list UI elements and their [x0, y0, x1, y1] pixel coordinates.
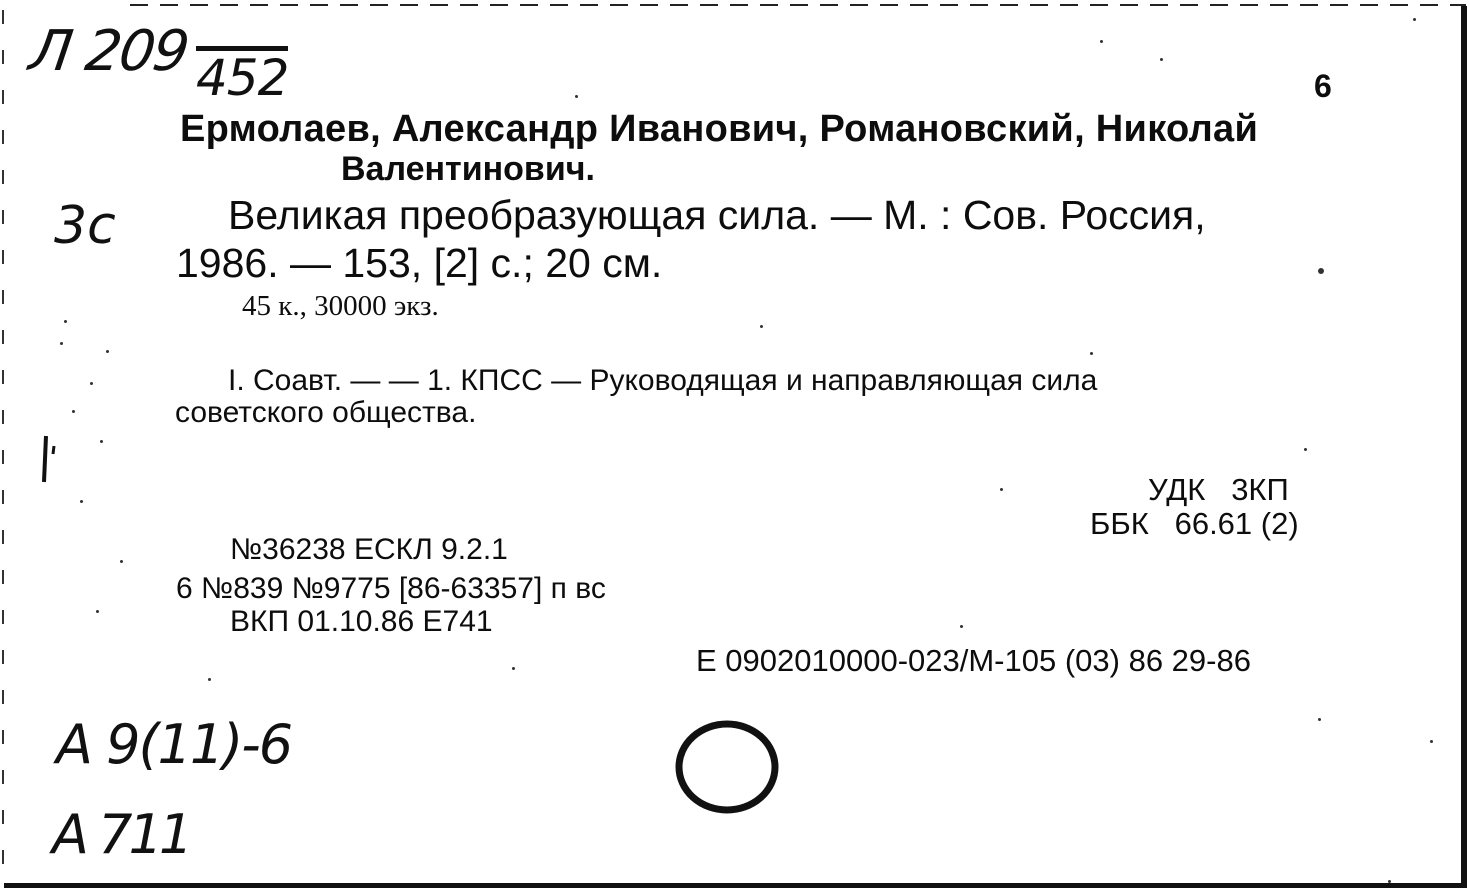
authors-line-1: Ермолаев, Александр Иванович, Романовский, Николай [180, 108, 1259, 150]
subjects-line-1: I. Соавт. — — 1. КПСС — Руководящая и направляющая сила [228, 364, 1098, 397]
scan-speck [1388, 880, 1391, 883]
index-code: Е 0902010000-023/М-105 (03) 86 29-86 [696, 643, 1251, 678]
scan-speck [106, 350, 109, 353]
scan-speck [90, 382, 93, 385]
authors-line-2: Валентинович. [341, 150, 595, 188]
scan-speck [1100, 40, 1103, 43]
registration-line-1: №36238 ЕСКЛ 9.2.1 [230, 533, 508, 566]
card-border-top [130, 4, 1466, 6]
scan-speck [1304, 448, 1307, 451]
handwritten-note-2: A 711 [52, 803, 190, 866]
handwritten-shelf-mark: Л 209 [25, 19, 192, 84]
handwritten-tick-mark [38, 432, 62, 488]
scan-speck [1000, 488, 1003, 491]
scan-speck [64, 320, 67, 323]
scan-speck [1318, 268, 1324, 274]
handwritten-section-code: 3с [54, 196, 116, 256]
scan-speck [760, 325, 763, 328]
scan-speck [60, 342, 63, 345]
scan-speck [1430, 740, 1433, 743]
scan-speck [1090, 352, 1093, 355]
scan-speck [208, 678, 211, 681]
title-line-2: 1986. — 153, [2] с.; 20 см. [176, 240, 663, 286]
card-border-right [1461, 6, 1467, 888]
punch-hole-circle [672, 717, 782, 817]
handwritten-note-1: A 9(11)-6 [56, 713, 292, 776]
card-border-left [2, 10, 4, 888]
udk-code: УДК 3КП [1148, 472, 1289, 507]
scan-speck [100, 440, 103, 443]
registration-line-2: 6 №839 №9775 [86-63357] п вс [176, 572, 606, 605]
scan-speck [1318, 718, 1321, 721]
title-line-1: Великая преобразующая сила. — М. : Сов. Россия, [228, 192, 1206, 238]
scan-speck [72, 410, 75, 413]
bbk-code: ББК 66.61 (2) [1090, 506, 1299, 541]
card-border-bottom [4, 883, 1466, 888]
scan-speck [120, 560, 123, 563]
subjects-line-2: советского общества. [175, 396, 477, 429]
scan-speck [575, 95, 578, 98]
scan-speck [960, 625, 963, 628]
scan-speck [96, 610, 99, 613]
scan-speck [1160, 58, 1163, 61]
scan-speck [80, 500, 83, 503]
scan-speck [512, 667, 515, 670]
registration-line-3: ВКП 01.10.86 Е741 [230, 605, 493, 638]
card-number: 6 [1314, 68, 1332, 104]
handwritten-fraction: 452 [196, 46, 288, 103]
scan-speck [1413, 18, 1416, 21]
price-edition: 45 к., 30000 экз. [242, 290, 439, 322]
